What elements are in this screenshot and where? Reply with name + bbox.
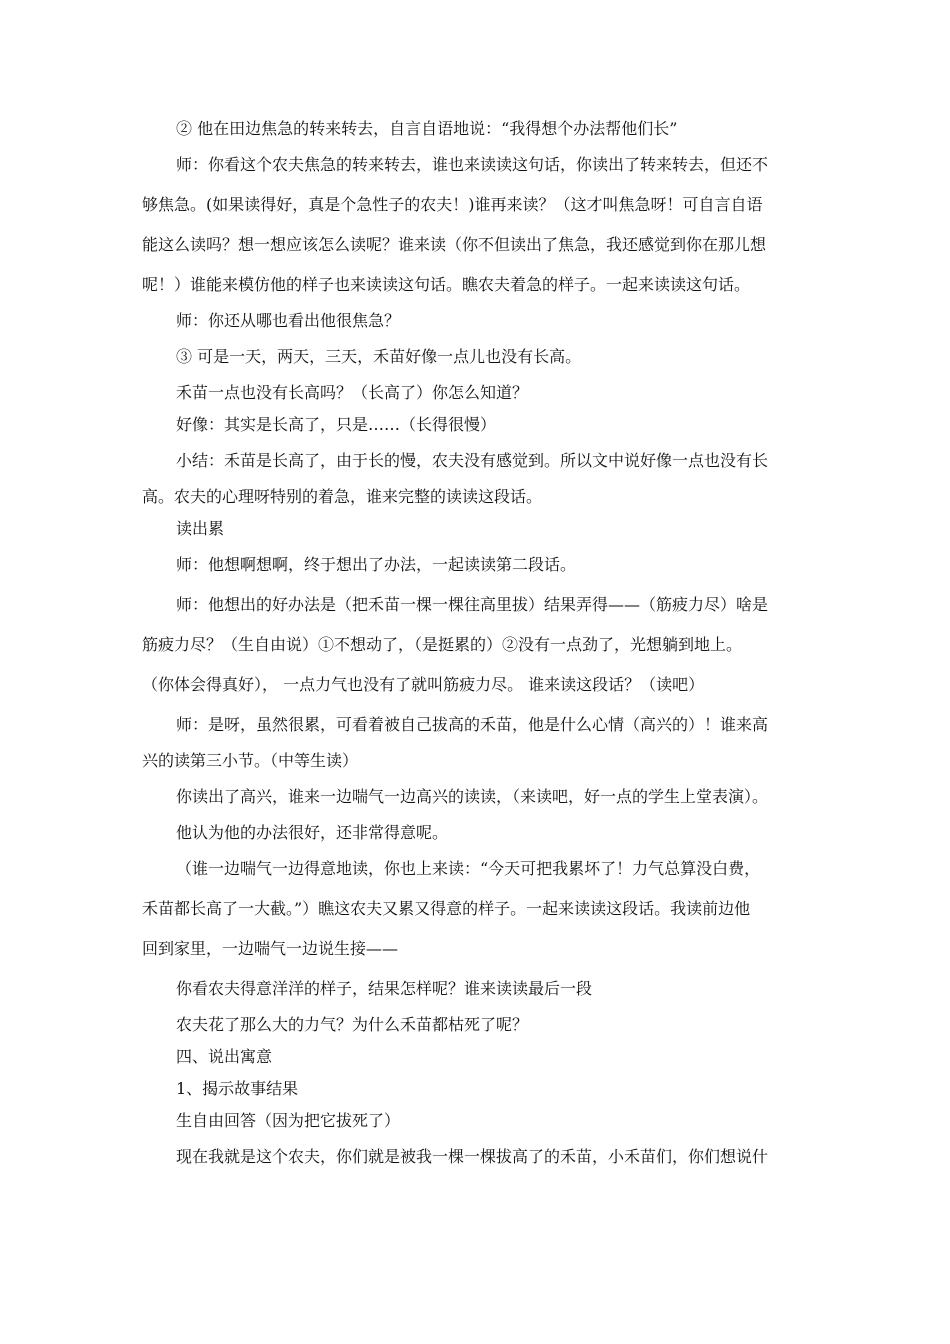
text-line: 四、说出寓意 [176,1047,273,1066]
text-line: 读出累 [176,519,225,538]
text-line: 师：你还从哪也看出他很焦急？ [176,311,401,330]
text-line: 兴的读第三小节。（中等生读） [142,751,359,770]
text-line: 小结：禾苗是长高了，由于长的慢，农夫没有感觉到。所以文中说好像一点也没有长 [176,451,769,470]
text-line: 师：他想啊想啊，终于想出了办法，一起读读第二段话。 [176,555,577,574]
document-body [142,113,812,1177]
text-line: 1、揭示故事结果 [176,1079,299,1098]
text-line: 高。农夫的心理呀特别的着急，谁来完整的读读这段话。 [142,487,543,506]
text-line: 禾苗一点也没有长高吗？（长高了）你怎么知道？ [176,383,529,402]
text-line: 回到家里，一边喘气一边说生接—— [142,939,399,958]
text-line: 筋疲力尽？（生自由说）①不想动了，（是挺累的）②没有一点劲了，光想躺到地上。 [142,635,743,654]
text-line: 师：你看这个农夫焦急的转来转去，谁也来读读这句话，你读出了转来转去，但还不 [176,155,769,174]
text-line: （你体会得真好）， 一点力气也没有了就叫筋疲力尽。 谁来读这段话？（读吧） [142,675,705,694]
text-line: 师：是呀，虽然很累，可看着被自己拔高的禾苗，他是什么心情（高兴的）！谁来高 [176,715,769,734]
text-line: 好像：其实是长高了，只是……（长得很慢） [176,415,497,434]
text-line: 他认为他的办法很好，还非常得意呢。 [176,823,449,842]
text-line: 禾苗都长高了一大截。”）瞧这农夫又累又得意的样子。一起来读读这段话。我读前边他 [142,899,751,918]
text-line: 够焦急。(如果读得好，真是个急性子的农夫！)谁再来读？（这才叫焦急呀！可自言自语 [142,195,763,214]
text-line: 生自由回答（因为把它拔死了） [176,1111,401,1130]
text-line: 师：他想出的好办法是（把禾苗一棵一棵往高里拔）结果弄得——（筋疲力尽）啥是 [176,595,769,614]
text-line: ③ 可是一天，两天，三天，禾苗好像一点儿也没有长高。 [176,347,582,366]
text-line: （谁一边喘气一边得意地读，你也上来读：“今天可把我累坏了！力气总算没白费， [176,859,761,878]
text-line: 农夫花了那么大的力气？为什么禾苗都枯死了呢？ [176,1015,529,1034]
text-line: 能这么读吗？想一想应该怎么读呢？谁来读（你不但读出了焦急，我还感觉到你在那儿想 [142,235,767,254]
text-line: 呢！）谁能来模仿他的样子也来读读这句话。瞧农夫着急的样子。一起来读读这句话。 [142,275,751,294]
text-line: 现在我就是这个农夫，你们就是被我一棵一棵拔高了的禾苗，小禾苗们，你们想说什 [176,1147,769,1166]
text-line: 你读出了高兴，谁来一边喘气一边高兴的读读，（来读吧，好一点的学生上堂表演）。 [176,787,769,806]
text-line: ② 他在田边焦急的转来转去，自言自语地说：“我得想个办法帮他们长” [176,119,678,138]
text-line: 你看农夫得意洋洋的样子，结果怎样呢？谁来读读最后一段 [176,979,593,998]
